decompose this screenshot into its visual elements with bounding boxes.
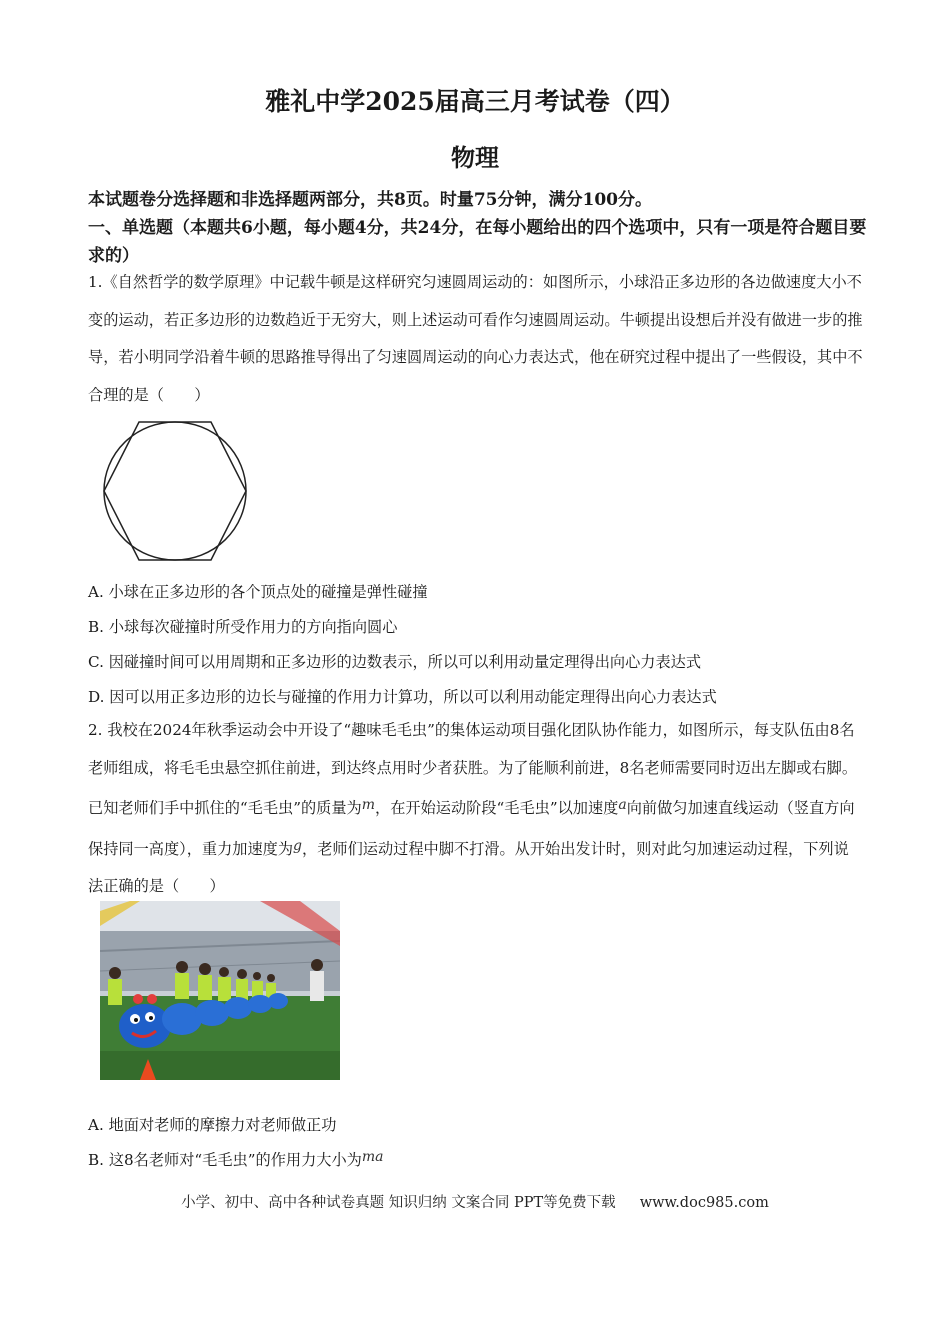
footer-url[interactable]: www.doc985.com [639, 1195, 769, 1211]
caterpillar-race-photo [100, 901, 340, 1080]
question-1-option-d: D. 因可以用正多边形的边长与碰撞的作用力计算功，所以可以利用动能定理得出向心力表达式 [88, 688, 717, 706]
question-1-option-b: B. 小球每次碰撞时所受作用力的方向指向圆心 [88, 618, 398, 636]
exam-intro: 本试题卷分选择题和非选择题两部分，共8页。时量75分钟，满分100分。 [88, 190, 652, 210]
question-1-text: 1.《自然哲学的数学原理》中记载牛顿是这样研究匀速圆周运动的：如图所示，小球沿正多边形的各边做速度大小不变的运动，若正多边形的边数趋近于无穷大，则上述运动可看作匀速圆周运动。牛顿提出设想后并没有做进一步的推导，若小明同学沿着牛顿的思路推导得出了匀速圆周运动的向心力表达式，他在研究过程中提出了一些假设，其中不合理的是（ ） [88, 273, 863, 404]
circle [104, 422, 246, 560]
q2-part4: ，老师们运动过程中脚不打滑。从开始出发计时，则对此匀加速运动过程，下列说法正确的是（ ） [88, 839, 849, 895]
subject-title: 物理 [451, 143, 499, 172]
var-ma: ma [361, 1149, 384, 1165]
question-2-option-b [88, 1149, 878, 1170]
q2-part3: 向前做匀加速直线运动（竖直方向保持同一高度），重力加速度为 [88, 799, 855, 858]
question-1-option-c: C. 因碰撞时间可以用周期和正多边形的边数表示，所以可以利用动量定理得出向心力表达式 [88, 653, 702, 671]
question-2-option-a: A. 地面对老师的摩擦力对老师做正功 [88, 1116, 337, 1134]
option-b-text: B. 这8名老师对“毛毛虫”的作用力大小为 [88, 1151, 362, 1169]
q2-part2: ，在开始运动阶段“毛毛虫”以加速度 [375, 799, 619, 817]
footer-text: 小学、初中、高中各种试卷真题 知识归纳 文案合同 PPT等免费下载 [181, 1195, 616, 1211]
q2-part1: 2. 我校在2024年秋季运动会中开设了“趣味毛毛虫”的集体运动项目强化团队协作能力，如图所示，每支队伍由8名老师组成，将毛毛虫悬空抓住前进，到达终点用时少者获胜。为了能顺利前进，8名老师需要同时迈出左脚或右脚。已知老师们手中抓住的“毛毛虫”的质量为 [88, 721, 858, 817]
question-1-option-a: A. 小球在正多边形的各个顶点处的碰撞是弹性碰撞 [88, 583, 428, 601]
var-a: a [618, 797, 627, 813]
var-g: g [293, 837, 302, 854]
hexagon-in-circle-figure [102, 420, 248, 562]
section-heading: 一、单选题（本题共6小题，每小题4分，共24分，在每小题给出的四个选项中，只有一项是符合题目要求的） [88, 218, 867, 266]
page-footer [0, 1191, 950, 1212]
question-2-text [88, 712, 863, 906]
var-m: m [361, 797, 375, 813]
exam-title: 雅礼中学2025届高三月考试卷（四） [265, 87, 685, 116]
